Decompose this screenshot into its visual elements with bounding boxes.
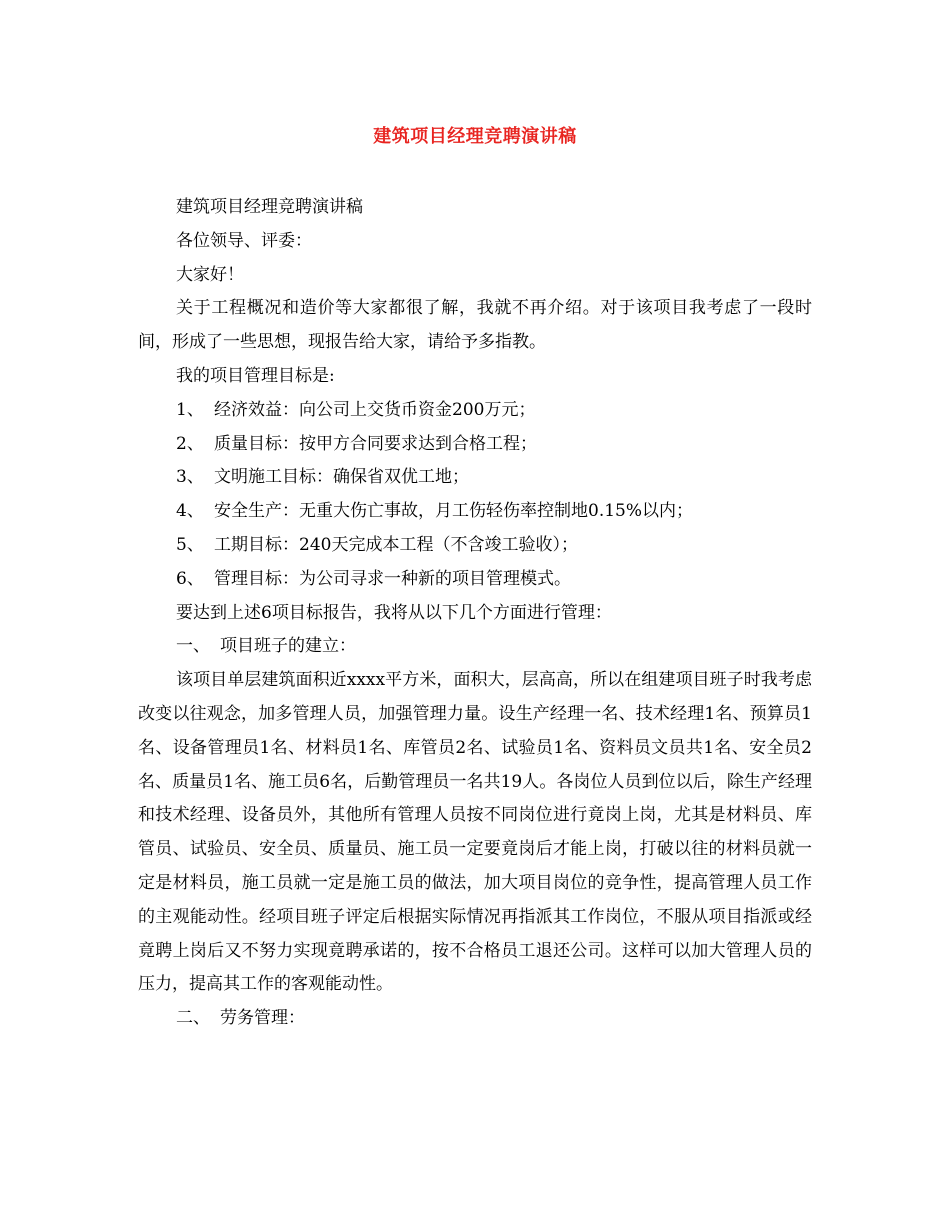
goal-item <box>138 461 812 495</box>
goal-text: 经济效益：向公司上交货币资金200万元； <box>214 399 536 420</box>
goal-text: 管理目标：为公司寻求一种新的项目管理模式。 <box>214 568 571 589</box>
goal-number: 4、 <box>176 501 204 522</box>
intro-paragraph: 关于工程概况和造价等大家都很了解，我就不再介绍。对于该项目我考虑了一段时间，形成了一些思想，现报告给大家，请给予多指教。 <box>138 298 812 353</box>
goals-heading: 我的项目管理目标是: <box>176 365 335 386</box>
section-title: 项目班子的建立： <box>220 636 356 657</box>
section-title: 劳务管理： <box>220 1008 305 1029</box>
document-body <box>138 191 812 1036</box>
goal-number: 6、 <box>176 568 204 589</box>
goal-item <box>138 394 812 428</box>
goal-number: 3、 <box>176 467 204 488</box>
goal-text: 工期目标：240天完成本工程（不含竣工验收）； <box>214 534 578 555</box>
section-number: 一、 <box>176 636 210 657</box>
greeting-line: 大家好！ <box>176 264 244 285</box>
salutation-line: 各位领导、评委： <box>176 230 312 251</box>
goal-text: 文明施工目标：确保省双优工地； <box>214 467 469 488</box>
section-paragraph: 该项目单层建筑面积近xxxx平方米，面积大，层高高，所以在组建项目班子时我考虑改变以往观念，加多管理人员，加强管理力量。设生产经理一名、技术经理1名、预算员1名、设备管理员1名、材料员1名、库管员2名、试验员1名、资料员文员共1名、安全员2名、质量员1名、施工员6名，后勤管理员一名共19人。各岗位人员到位以后，除生产经理和技术经理、设备员外，其他所有管理人员按不同岗位进行竟岗上岗，尤其是材料员、库管员、试验员、安全员、质量员、施工员一定要竟岗后才能上岗，打破以往的材料员就一定是材料员，施工员就一定是施工员的做法，加大项目岗位的竞争性，提高管理人员工作的主观能动性。经项目班子评定后根据实际情况再指派其工作岗位，不服从项目指派或经竟聘上岗后又不努力实现竟聘承诺的，按不合格员工退还公司。这样可以加大管理人员的压力，提高其工作的客观能动性。 <box>138 670 812 995</box>
section-heading <box>138 630 812 664</box>
goal-text: 质量目标：按甲方合同要求达到合格工程； <box>214 433 537 454</box>
goal-item <box>138 495 812 529</box>
section-number: 二、 <box>176 1008 210 1029</box>
document-title: 建筑项目经理竞聘演讲稿 <box>373 126 577 147</box>
goal-item <box>138 428 812 462</box>
section-heading <box>138 1002 812 1036</box>
goal-text: 安全生产：无重大伤亡事故，月工伤轻伤率控制地0.15%以内； <box>214 501 694 522</box>
goal-item <box>138 529 812 563</box>
goal-number: 1、 <box>176 399 204 420</box>
goal-number: 2、 <box>176 433 204 454</box>
goal-number: 5、 <box>176 534 204 555</box>
transition-line: 要达到上述6项目标报告，我将从以下几个方面进行管理： <box>176 602 612 623</box>
goal-item <box>138 563 812 597</box>
subtitle-line: 建筑项目经理竞聘演讲稿 <box>176 197 363 217</box>
